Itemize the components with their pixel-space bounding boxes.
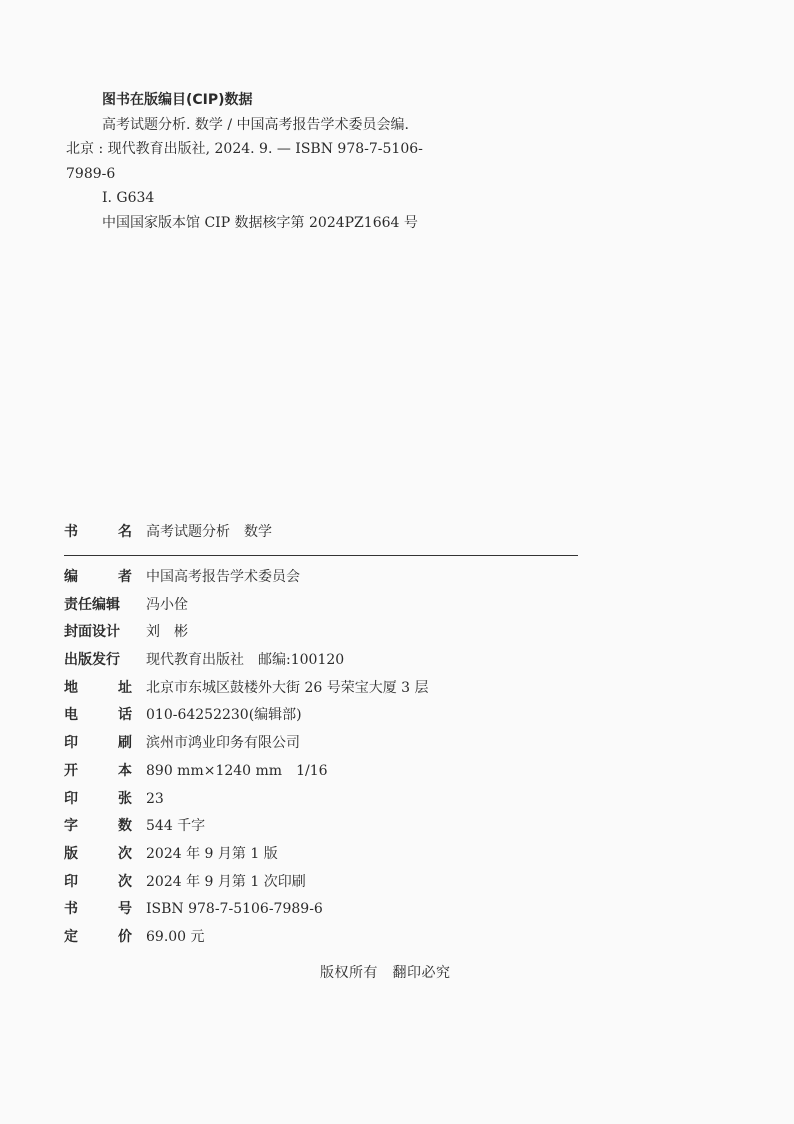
info-label: 定 价 (64, 928, 132, 945)
info-value: ISBN 978-7-5106-7989-6 (146, 901, 323, 918)
info-row (64, 788, 584, 816)
info-label: 字 数 (64, 818, 132, 835)
info-row (64, 566, 584, 594)
info-row (64, 677, 584, 705)
info-value: 890 mm×1240 mm 1/16 (146, 762, 328, 779)
info-row (64, 815, 584, 843)
info-value: 23 (146, 790, 164, 807)
info-label: 开 本 (64, 762, 132, 779)
info-value: 刘 彬 (146, 624, 188, 641)
info-row (64, 898, 584, 926)
info-row (64, 760, 584, 788)
info-label: 印 次 (64, 873, 132, 890)
cip-block (66, 88, 486, 235)
info-label: 版 次 (64, 845, 132, 862)
info-value: 2024 年 9 月第 1 版 (146, 845, 278, 862)
info-rows (64, 566, 584, 954)
info-label: 地 址 (64, 679, 132, 696)
divider-rule (64, 555, 578, 556)
cip-line-3: 7989-6 (66, 165, 116, 182)
info-row (64, 843, 584, 871)
info-label: 出版发行 (64, 652, 120, 669)
info-value: 冯小佺 (146, 596, 188, 613)
info-row (64, 871, 584, 899)
info-label: 电 话 (64, 707, 132, 724)
info-value: 69.00 元 (146, 928, 205, 945)
info-label: 书 名 (64, 524, 132, 540)
info-row (64, 649, 584, 677)
info-row (64, 621, 584, 649)
info-row-title (64, 521, 584, 549)
info-label: 印 张 (64, 790, 132, 807)
publication-info (64, 521, 584, 954)
copyright-notice: 版权所有 翻印必究 (320, 965, 451, 981)
info-value: 2024 年 9 月第 1 次印刷 (146, 873, 306, 890)
info-value: 高考试题分析 数学 (146, 524, 272, 540)
cip-line-1: 高考试题分析. 数学 / 中国高考报告学术委员会编. (102, 116, 409, 133)
info-value: 中国高考报告学术委员会 (146, 569, 300, 585)
cip-heading: 图书在版编目(CIP)数据 (102, 92, 253, 108)
info-label: 书 号 (64, 901, 132, 918)
info-label: 封面设计 (64, 624, 120, 641)
cip-line-2: 北京 : 现代教育出版社, 2024. 9. — ISBN 978-7-5106- (66, 141, 423, 157)
info-label: 印 刷 (64, 735, 132, 752)
cip-line-4: Ⅰ. G634 (102, 190, 155, 206)
info-row (64, 594, 584, 622)
info-label: 责任编辑 (64, 596, 120, 613)
info-value: 010-64252230(编辑部) (146, 707, 302, 724)
info-row (64, 704, 584, 732)
cip-line-5: 中国国家版本馆 CIP 数据核字第 2024PZ1664 号 (102, 214, 418, 231)
info-label: 编 者 (64, 569, 132, 585)
info-row (64, 926, 584, 954)
info-value: 现代教育出版社 邮编:100120 (146, 652, 345, 669)
info-value: 544 千字 (146, 818, 206, 835)
info-value: 滨州市鸿业印务有限公司 (146, 735, 300, 752)
info-row (64, 732, 584, 760)
info-value: 北京市东城区鼓楼外大街 26 号荣宝大厦 3 层 (146, 679, 429, 696)
